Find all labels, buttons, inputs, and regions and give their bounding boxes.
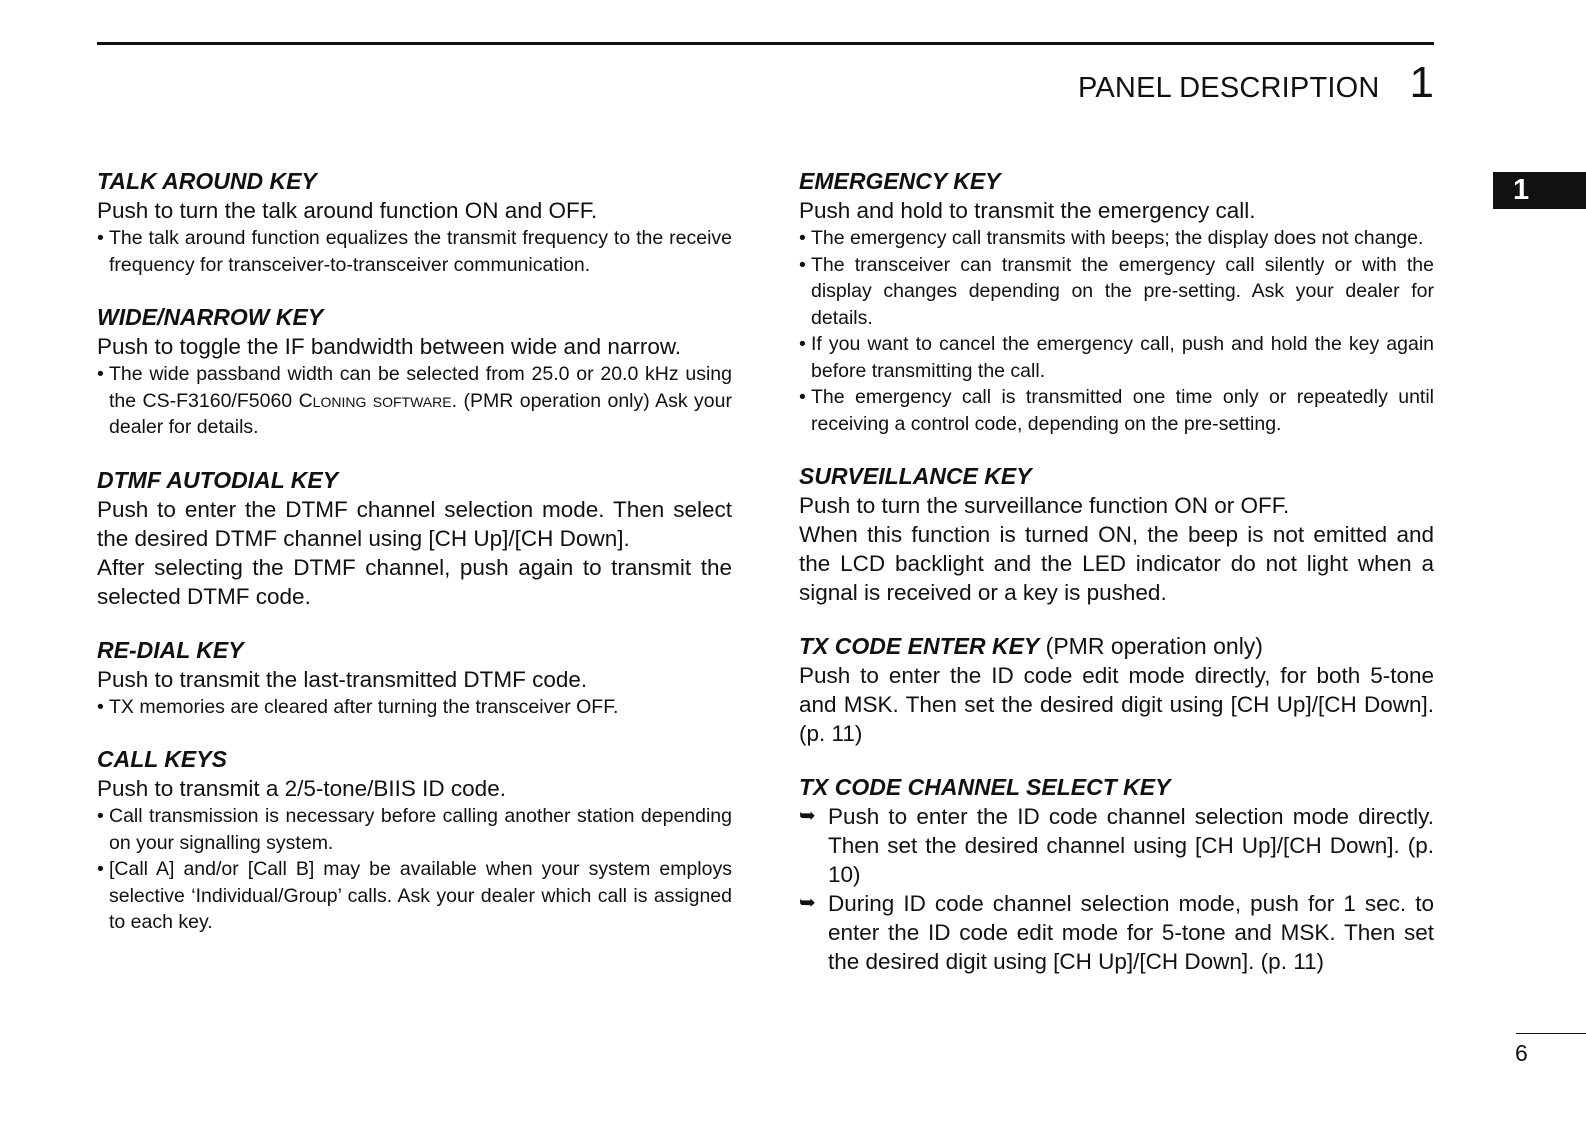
- section-body: When this function is turned ON, the beep is not emitted and the LCD backlight and the LED indicator do not light when a signal is received or a key is pushed.: [799, 522, 1434, 605]
- talk-around-section: [97, 166, 732, 278]
- bullet-item: [97, 361, 732, 441]
- section-heading: WIDE/NARROW KEY: [97, 304, 324, 330]
- section-heading: DTMF AUTODIAL KEY: [97, 466, 339, 493]
- surveillance-section: [799, 461, 1434, 607]
- arrow-right-icon: ➥: [799, 892, 816, 914]
- section-body: Push to turn the talk around function ON and OFF.: [97, 198, 598, 223]
- section-heading: EMERGENCY KEY: [799, 168, 1001, 194]
- bullet-text: . (PMR operation only) Ask your dealer for details.: [109, 389, 732, 438]
- section-body: Push to enter the DTMF channel selection mode. Then select the desired DTMF channel using [CH Up]/[CH Down].: [97, 496, 732, 551]
- section-body: Push and hold to transmit the emergency call.: [799, 198, 1256, 223]
- section-heading: CALL KEYS: [97, 746, 227, 772]
- section-heading: TX CODE CHANNEL SELECT KEY: [799, 774, 1171, 800]
- dtmf-autodial-section: [97, 465, 732, 611]
- step-text: During ID code channel selection mode, push for 1 sec. to enter the ID code edit mode for 5-tone and MSK. Then set the desired digit using [CH Up]/[CH Down]. (p. 11): [828, 891, 1434, 974]
- section-body: Push to transmit a 2/5-tone/BIIS ID code.: [97, 776, 506, 801]
- bullet-item: • The transceiver can transmit the emergency call silently or with the display changes depending on the pre-setting. Ask your dealer for details.: [799, 252, 1434, 332]
- section-body: Push to transmit the last-transmitted DTMF code.: [97, 666, 588, 692]
- footer-rule: [1516, 1033, 1586, 1034]
- heading-text: TX CODE ENTER KEY: [799, 633, 1040, 659]
- cloning-software-term: Cloning software: [298, 389, 452, 412]
- left-column: [97, 166, 732, 960]
- redial-section: [97, 635, 732, 721]
- step-list: [799, 802, 1434, 976]
- chapter-tab: [1493, 172, 1586, 209]
- call-keys-section: [97, 744, 732, 936]
- step-item: [799, 802, 1434, 889]
- bullet-list: [97, 225, 732, 278]
- bullet-item: • The emergency call is transmitted one time only or repeatedly until receiving a control code, depending on the pre-setting.: [799, 384, 1434, 437]
- tx-code-channel-section: [799, 772, 1434, 976]
- heading-note: (PMR operation only): [1039, 633, 1263, 659]
- tx-code-enter-section: [799, 631, 1434, 748]
- emergency-section: [799, 166, 1434, 437]
- section-body: Push to turn the surveillance function ON or OFF.: [799, 493, 1290, 518]
- section-heading: [799, 631, 1434, 661]
- section-body: Push to enter the ID code edit mode directly, for both 5-tone and MSK. Then set the desired digit using [CH Up]/[CH Down]. (p. 11): [799, 663, 1434, 746]
- bullet-item: • The talk around function equalizes the transmit frequency to the receive frequency for transceiver-to-transceiver communication.: [97, 225, 732, 278]
- bullet-item: • The emergency call transmits with beeps; the display does not change.: [799, 225, 1434, 252]
- arrow-right-icon: ➥: [799, 805, 816, 827]
- page-number: 6: [1515, 1040, 1528, 1066]
- bullet-item: • TX memories are cleared after turning the transceiver OFF.: [97, 694, 732, 721]
- bullet-list: [799, 225, 1434, 437]
- top-rule: [97, 42, 1434, 45]
- step-text: Push to enter the ID code channel selection mode directly. Then set the desired channel using [CH Up]/[CH Down]. (p. 10): [828, 804, 1434, 887]
- bullet-list: [97, 803, 732, 936]
- right-column: [799, 166, 1434, 1000]
- bullet-list: [97, 361, 732, 441]
- wide-narrow-section: [97, 302, 732, 441]
- section-heading: RE-DIAL KEY: [97, 636, 244, 663]
- bullet-item: • [Call A] and/or [Call B] may be available when your system employs selective ‘Individual/Group’ calls. Ask your dealer which call is assigned to each key.: [97, 856, 732, 936]
- section-title: PANEL DESCRIPTION: [1078, 72, 1380, 104]
- section-body: Push to toggle the IF bandwidth between wide and narrow.: [97, 334, 682, 359]
- chapter-number: 1: [1409, 58, 1434, 107]
- bullet-list: [97, 694, 732, 721]
- section-body: After selecting the DTMF channel, push again to transmit the selected DTMF code.: [97, 554, 732, 609]
- bullet-item: • If you want to cancel the emergency call, push and hold the key again before transmitting the call.: [799, 331, 1434, 384]
- chapter-tab-label: 1: [1513, 174, 1530, 206]
- section-heading: SURVEILLANCE KEY: [799, 463, 1032, 489]
- section-heading: TALK AROUND KEY: [97, 168, 317, 194]
- step-item: [799, 889, 1434, 976]
- bullet-text: The wide passband width can be selected from 25.0 or 20.0 kHz using the CS-F3160/F5060: [109, 363, 732, 412]
- page-header: [1078, 58, 1434, 108]
- bullet-item: • Call transmission is necessary before calling another station depending on your signalling system.: [97, 803, 732, 856]
